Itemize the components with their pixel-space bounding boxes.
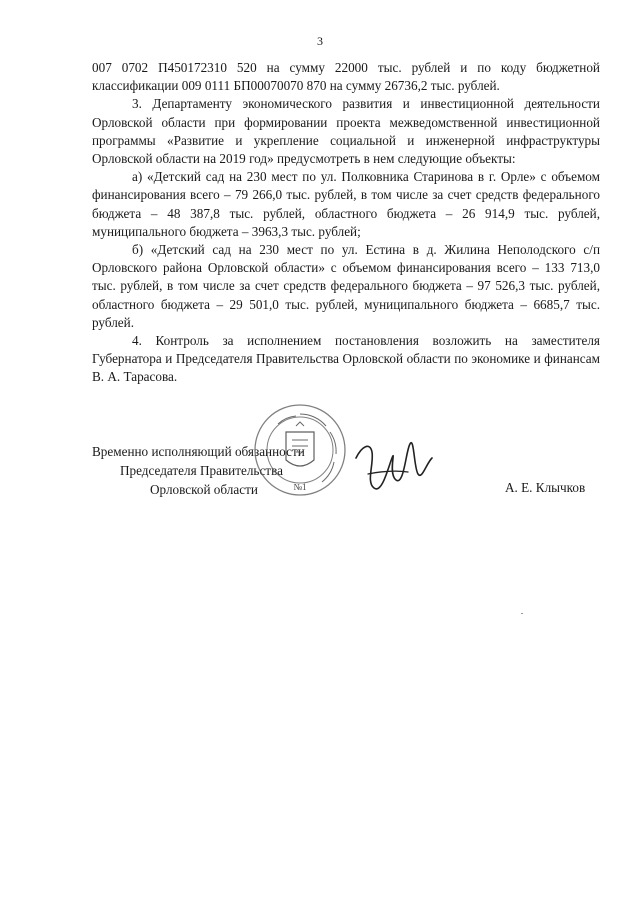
- signatory-name: А. Е. Клычков: [505, 480, 586, 495]
- signatory-title-line-2: Председателя Правительства: [120, 463, 283, 478]
- paragraph-item-3: 3. Департаменту экономического развития и инвестиционной деятельности Орловской области при формировании проекта межведомственной инвестиционной программы «Развитие и укрепление социальной и инженерной инфраструктуры Орловской области на 2019 год» предусмотреть в нем следующие объекты:: [92, 96, 600, 167]
- scan-speck: [521, 613, 523, 614]
- paragraph-item-4: 4. Контроль за исполнением постановления возложить на заместителя Губернатора и Председателя Правительства Орловской области по экономике и финансам В. А. Тарасова.: [92, 333, 600, 385]
- signatory-title-line-3: Орловской области: [150, 482, 258, 497]
- handwritten-signature: [348, 428, 438, 508]
- paragraph-item-b: б) «Детский сад на 230 мест по ул. Естина в д. Жилина Неполодского с/п Орловского района Орловской области» с объемом финансирования всего – 133 713,0 тыс. рублей, в том числе за счет средств федерального бюджета – 97 526,3 тыс. рублей, областного бюджета – 29 501,0 тыс. рублей, муниципального бюджета – 6685,7 тыс. рублей.: [92, 242, 600, 330]
- paragraph-item-a: а) «Детский сад на 230 мест по ул. Полковника Старинова в г. Орле» с объемом финансирования всего – 79 266,0 тыс. рублей, в том числе за счет средств федерального бюджета – 48 387,8 тыс. рублей, областного бюджета – 26 914,9 тыс. рублей, муниципального бюджета – 3963,3 тыс. рублей;: [92, 169, 600, 239]
- page-number: 3: [317, 34, 323, 48]
- paragraph-continuation: 007 0702 П450172310 520 на сумму 22000 тыс. рублей и по коду бюджетной классификации 009 0111 БП00070070 870 на сумму 26736,2 тыс. рублей.: [92, 60, 600, 94]
- official-seal-stamp: [252, 402, 348, 498]
- seal-number: №1: [293, 482, 307, 492]
- signatory-title-line-1: Временно исполняющий обязанности: [92, 444, 305, 459]
- document-body: [92, 59, 600, 387]
